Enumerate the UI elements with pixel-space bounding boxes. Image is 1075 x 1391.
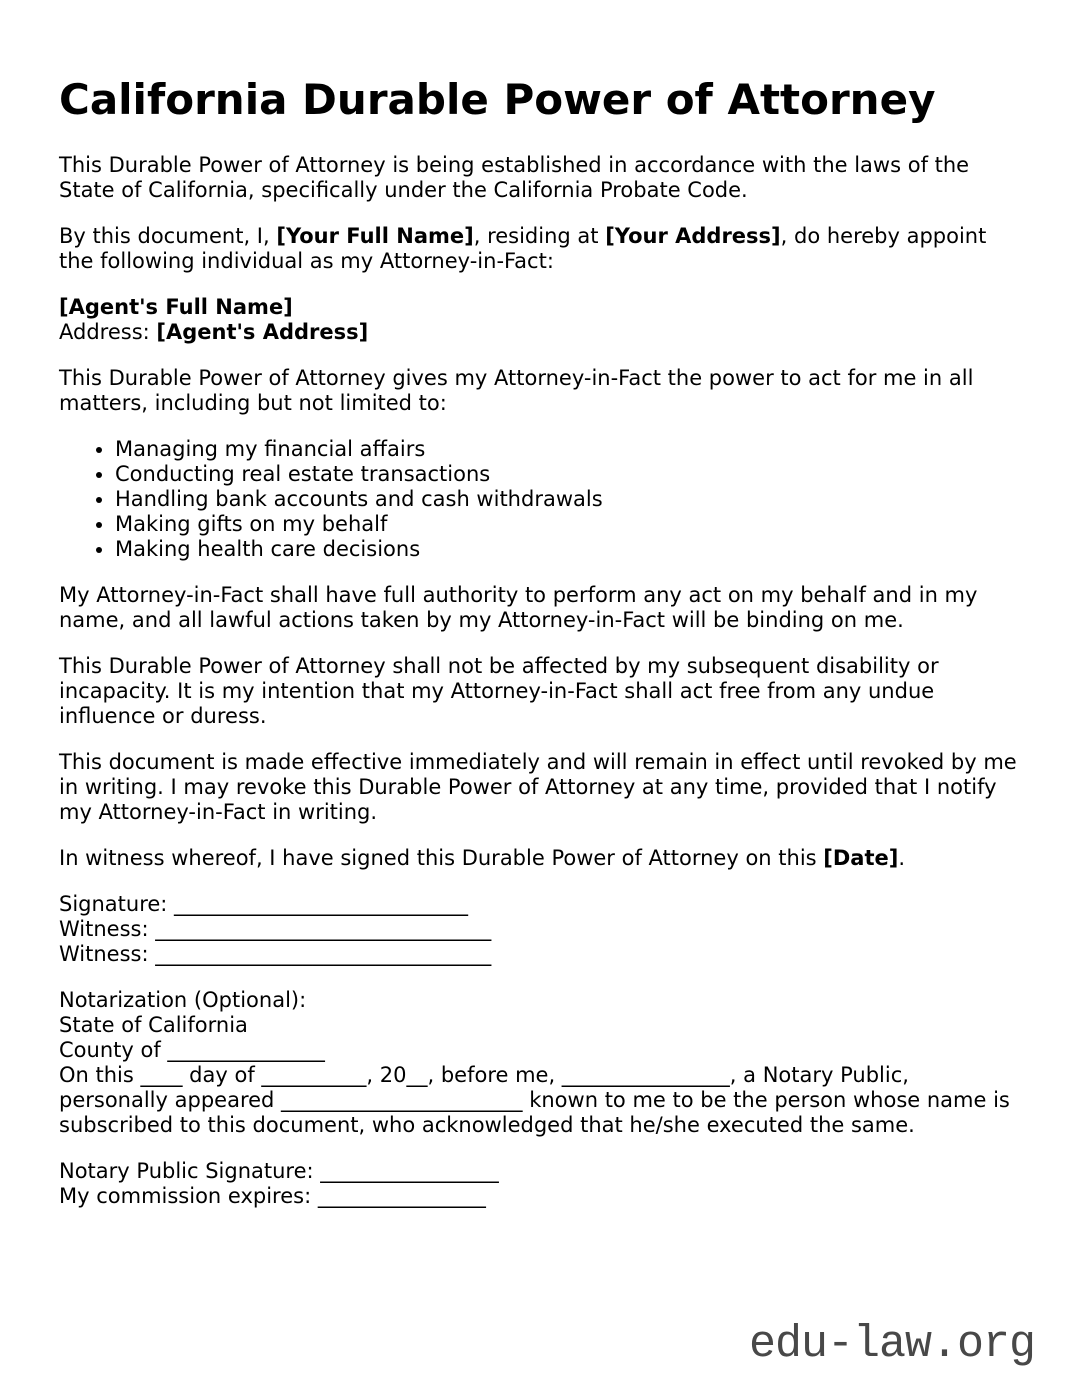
notarization-subscribed-line: subscribed to this document, who acknowledged that he/she executed the same. — [59, 1113, 915, 1137]
agent-info-block — [59, 295, 1025, 345]
text-segment: [Agent's Full Name] — [59, 295, 293, 319]
text-segment: By this document, I, — [59, 224, 277, 248]
notarization-county-line: County of _______________ — [59, 1038, 325, 1062]
notarization-heading: Notarization (Optional): — [59, 988, 307, 1012]
notary-commission-line: My commission expires: ________________ — [59, 1184, 486, 1208]
notarization-appeared-line: personally appeared _______________________ known to me to be the person whose name is — [59, 1088, 1010, 1112]
text-segment: [Agent's Address] — [156, 320, 369, 344]
text-segment: [Your Full Name] — [276, 224, 474, 248]
intro-paragraph: This Durable Power of Attorney is being established in accordance with the laws of the State of California, specifically under the California Probate Code. — [59, 153, 970, 202]
text-segment: [Date] — [823, 846, 899, 870]
watermark: edu-law.org — [748, 1319, 1035, 1370]
signature-block — [59, 892, 1025, 967]
text-segment: In witness whereof, I have signed this Durable Power of Attorney on this — [59, 846, 824, 870]
text-segment: Address: — [59, 320, 157, 344]
text-segment: , do hereby appoint the following individual as my Attorney-in-Fact: — [59, 224, 987, 273]
powers-item-bank: • Handling bank accounts and cash withdrawals — [115, 487, 1025, 512]
notary-signature-block — [59, 1159, 1025, 1209]
text-segment: . — [898, 846, 906, 870]
notarization-block — [59, 988, 1025, 1138]
powers-intro-paragraph: This Durable Power of Attorney gives my Attorney-in-Fact the power to act for me in all matters, including but not limited to: — [59, 366, 974, 415]
effectiveness-paragraph: This document is made effective immediately and will remain in effect until revoked by me in writing. I may revoke this Durable Power of Attorney at any time, provided that I notify my Attorney-in-Fact in writing. — [59, 750, 1017, 824]
witness-line-1: Witness: ________________________________ — [59, 917, 492, 941]
witness-clause-paragraph — [59, 846, 1025, 871]
agent-name-line — [59, 295, 293, 319]
agent-address-line — [59, 320, 368, 344]
document-title: California Durable Power of Attorney — [59, 75, 936, 124]
powers-list — [59, 437, 1025, 562]
notarization-date-line: On this ____ day of __________, 20__, before me, ________________, a Notary Public, — [59, 1063, 909, 1087]
powers-item-health: • Making health care decisions — [115, 537, 1025, 562]
text-segment: [Your Address] — [605, 224, 781, 248]
signature-line: Signature: ____________________________ — [59, 892, 469, 916]
powers-item-financial: • Managing my financial affairs — [115, 437, 1025, 462]
powers-item-gifts: • Making gifts on my behalf — [115, 512, 1025, 537]
appointment-paragraph — [59, 224, 1025, 274]
powers-item-real-estate: • Conducting real estate transactions — [115, 462, 1025, 487]
witness-line-2: Witness: ________________________________ — [59, 942, 492, 966]
authority-paragraph: My Attorney-in-Fact shall have full authority to perform any act on my behalf and in my name, and all lawful actions taken by my Attorney-in-Fact will be binding on me. — [59, 583, 978, 632]
durability-paragraph: This Durable Power of Attorney shall not be affected by my subsequent disability or incapacity. It is my intention that my Attorney-in-Fact shall act free from any undue influence or duress. — [59, 654, 939, 728]
notarization-state-line: State of California — [59, 1013, 248, 1037]
text-segment: , residing at — [473, 224, 606, 248]
notary-signature-line: Notary Public Signature: _________________ — [59, 1159, 499, 1183]
